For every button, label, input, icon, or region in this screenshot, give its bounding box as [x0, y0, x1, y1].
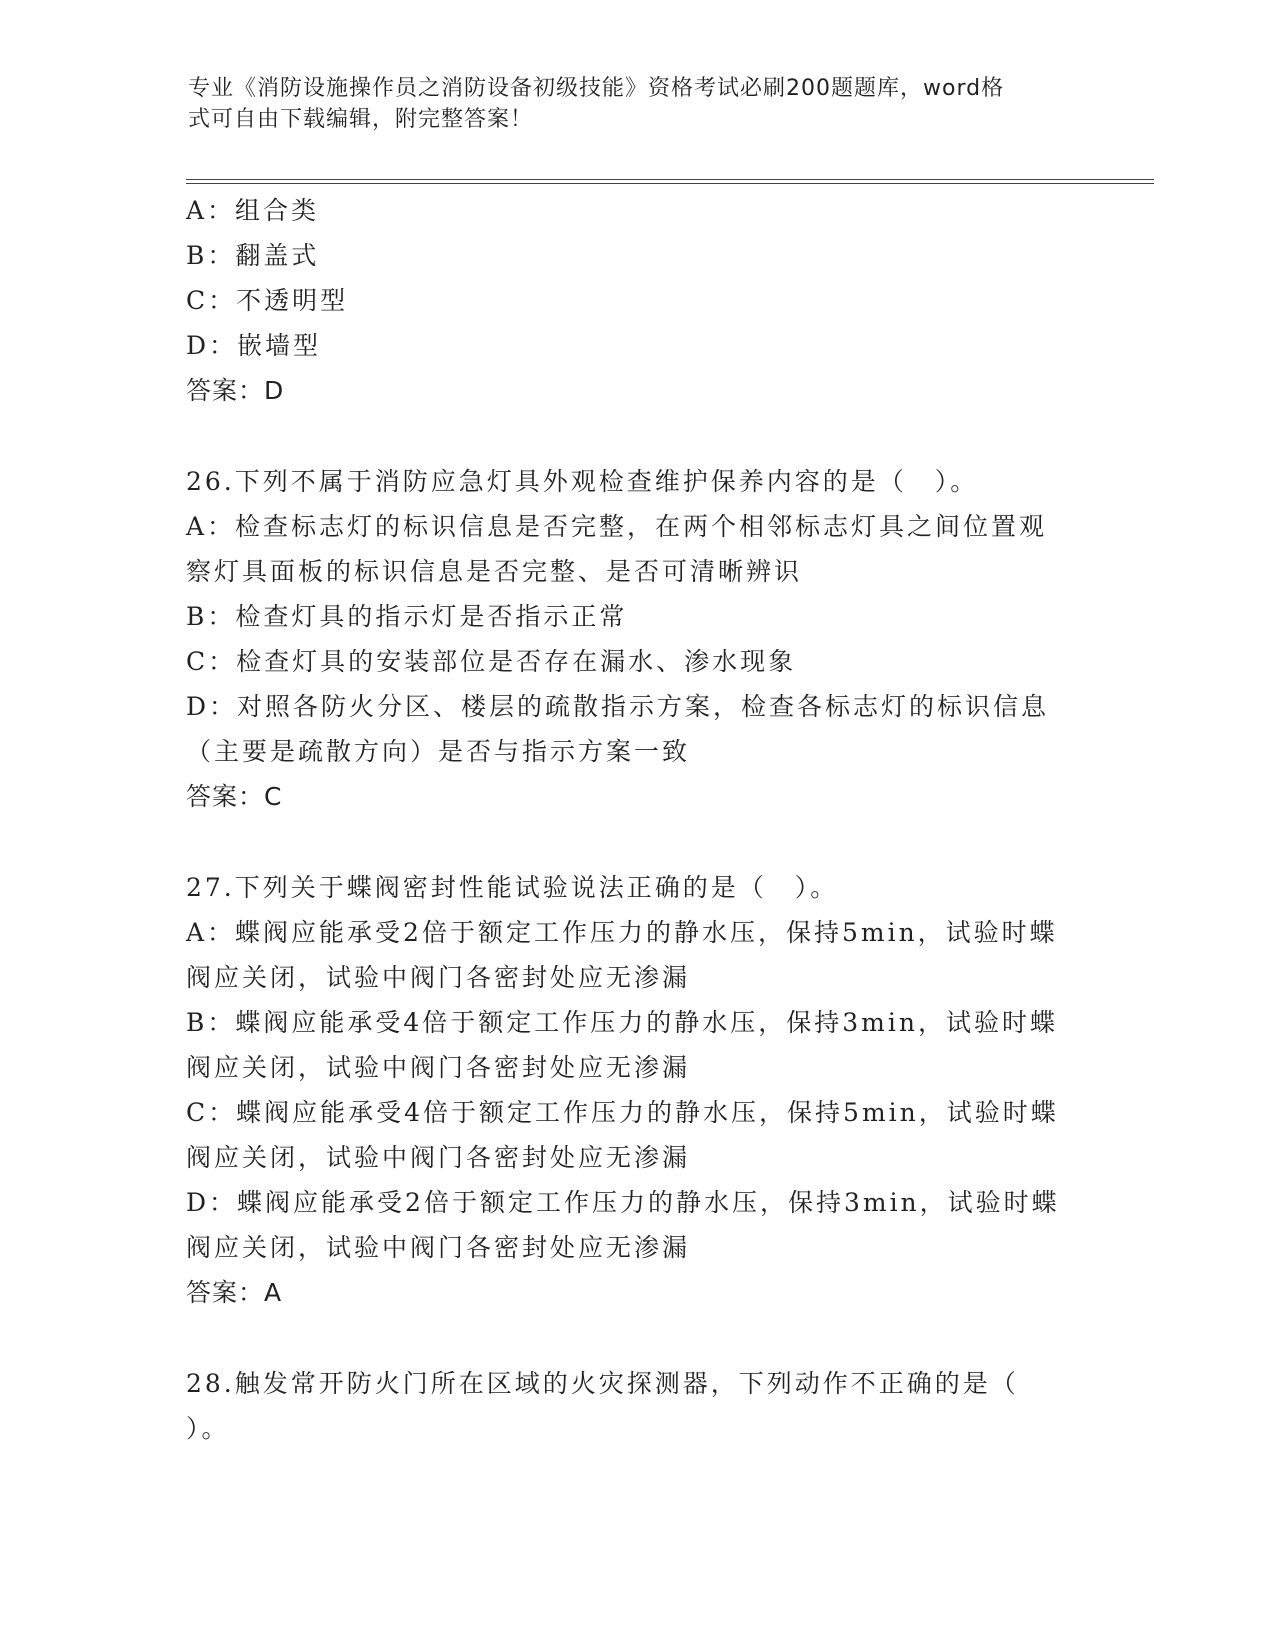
option-d: D：对照各防火分区、楼层的疏散指示方案，检查各标志灯的标识信息	[186, 692, 1050, 721]
option-d-continued: 阀应关闭，试验中阀门各密封处应无渗漏	[186, 1233, 691, 1262]
question-content	[186, 188, 1086, 1451]
option-a-continued: 阀应关闭，试验中阀门各密封处应无渗漏	[186, 963, 691, 992]
option-c: C：蝶阀应能承受4倍于额定工作压力的静水压，保持5min，试验时蝶	[186, 1098, 1059, 1127]
option-d: D：嵌墙型	[186, 331, 322, 360]
answer-line: 答案：C	[186, 782, 283, 811]
option-b: B：检查灯具的指示灯是否指示正常	[186, 602, 628, 631]
spacer	[186, 1315, 1086, 1361]
option-b: B：翻盖式	[186, 241, 320, 270]
option-c-continued: 阀应关闭，试验中阀门各密封处应无渗漏	[186, 1143, 691, 1172]
option-d: D：蝶阀应能承受2倍于额定工作压力的静水压，保持3min，试验时蝶	[186, 1188, 1060, 1217]
option-a: A：检查标志灯的标识信息是否完整，在两个相邻标志灯具之间位置观	[186, 512, 1048, 541]
question-block-25	[186, 188, 1086, 413]
option-c: C：不透明型	[186, 286, 349, 315]
question-block-27	[186, 865, 1086, 1315]
header-line-1: 专业《消防设施操作员之消防设备初级技能》资格考试必刷200题题库，word格	[188, 76, 1005, 101]
question-block-26	[186, 459, 1086, 819]
spacer	[186, 413, 1086, 459]
answer-line: 答案：A	[186, 1278, 283, 1307]
option-d-continued: （主要是疏散方向）是否与指示方案一致	[186, 737, 691, 766]
option-a-continued: 察灯具面板的标识信息是否完整、是否可清晰辨识	[186, 557, 803, 586]
document-header	[188, 73, 1068, 135]
question-text: 28.触发常开防火门所在区域的火灾探测器，下列动作不正确的是（	[186, 1369, 1019, 1398]
option-a: A：组合类	[186, 196, 320, 225]
question-block-28	[186, 1361, 1086, 1451]
header-line-2: 式可自由下载编辑，附完整答案！	[188, 107, 534, 132]
option-c: C：检查灯具的安装部位是否存在漏水、渗水现象	[186, 647, 797, 676]
question-text: 26.下列不属于消防应急灯具外观检查维护保养内容的是（ ）。	[186, 467, 979, 496]
header-rule-bottom	[186, 183, 1154, 184]
header-rule-top	[186, 179, 1154, 180]
option-b-continued: 阀应关闭，试验中阀门各密封处应无渗漏	[186, 1053, 691, 1082]
option-a: A：蝶阀应能承受2倍于额定工作压力的静水压，保持5min，试验时蝶	[186, 918, 1058, 947]
option-b: B：蝶阀应能承受4倍于额定工作压力的静水压，保持3min，试验时蝶	[186, 1008, 1058, 1037]
answer-line: 答案：D	[186, 376, 285, 405]
spacer	[186, 819, 1086, 865]
question-text: 27.下列关于蝶阀密封性能试验说法正确的是（ ）。	[186, 873, 839, 902]
question-text-continued: ）。	[186, 1414, 230, 1443]
